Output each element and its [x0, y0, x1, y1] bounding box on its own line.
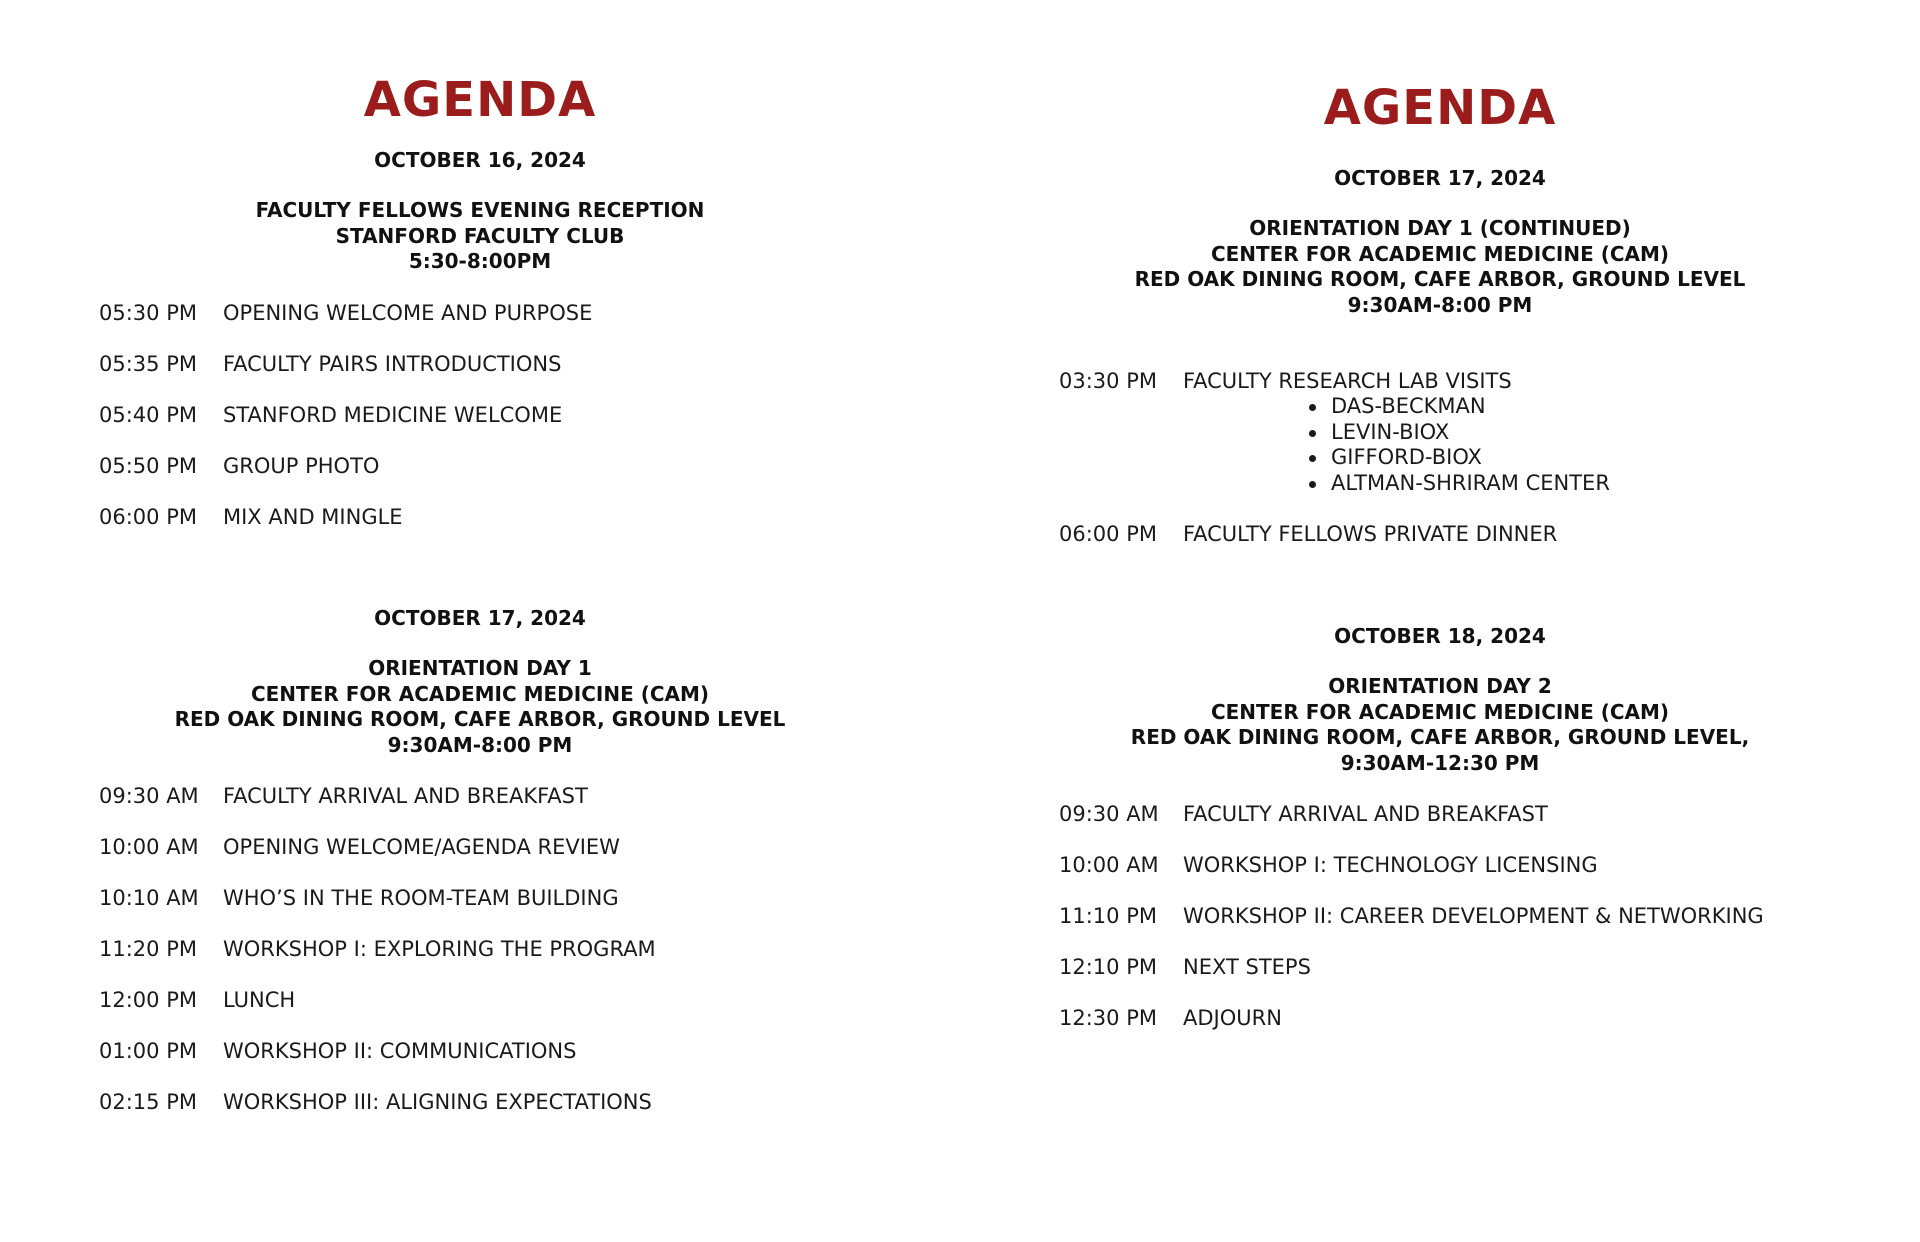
event-venue: STANFORD FACULTY CLUB	[335, 223, 625, 248]
agenda-section-oct-17-continued	[960, 165, 1920, 572]
agenda-item-time: 01:00 PM	[99, 1039, 197, 1063]
agenda-item-body	[1183, 368, 1610, 496]
agenda-item-text: STANFORD MEDICINE WELCOME	[223, 402, 563, 427]
agenda-item	[0, 351, 960, 402]
section-date: OCTOBER 16, 2024	[374, 148, 586, 172]
section-date: OCTOBER 17, 2024	[1334, 166, 1546, 190]
agenda-item-text: OPENING WELCOME AND PURPOSE	[223, 300, 593, 325]
agenda-item-time: 10:10 AM	[99, 886, 199, 910]
event-venue: CENTER FOR ACADEMIC MEDICINE (CAM)	[250, 681, 710, 706]
agenda-item-time: 09:30 AM	[99, 784, 199, 808]
event-room: RED OAK DINING ROOM, CAFE ARBOR, GROUND LEVEL	[174, 707, 786, 731]
agenda-item	[0, 300, 960, 351]
agenda-item-text: WORKSHOP I: TECHNOLOGY LICENSING	[1183, 853, 1598, 877]
agenda-item-text: LUNCH	[223, 988, 296, 1012]
agenda-item-text: WHO’S IN THE ROOM-TEAM BUILDING	[223, 886, 619, 910]
event-venue: CENTER FOR ACADEMIC MEDICINE (CAM)	[1210, 241, 1670, 266]
lab-visit-item: DAS-BECKMAN	[1303, 394, 1610, 420]
agenda-item	[0, 1089, 960, 1140]
agenda-item-list	[0, 783, 960, 1140]
agenda-item	[960, 954, 1920, 1005]
agenda-item-time: 12:10 PM	[1059, 955, 1157, 979]
agenda-item-text: OPENING WELCOME/AGENDA REVIEW	[223, 835, 620, 859]
agenda-item-time: 11:20 PM	[99, 937, 197, 961]
lab-visit-item: ALTMAN-SHRIRAM CENTER	[1303, 471, 1610, 497]
agenda-item-text: NEXT STEPS	[1183, 955, 1311, 979]
agenda-item-time: 06:00 PM	[1059, 522, 1157, 546]
agenda-item-list	[960, 801, 1920, 1056]
right-agenda-page	[960, 0, 1920, 1242]
agenda-item	[0, 936, 960, 987]
agenda-item-time: 05:40 PM	[99, 402, 197, 427]
agenda-item-text: FACULTY RESEARCH LAB VISITS	[1183, 369, 1512, 393]
lab-visit-item: GIFFORD-BIOX	[1303, 445, 1610, 471]
agenda-item	[960, 368, 1920, 496]
event-hours: 5:30-8:00PM	[408, 249, 552, 273]
agenda-item	[0, 987, 960, 1038]
agenda-item-text: ADJOURN	[1183, 1006, 1282, 1030]
event-hours: 9:30AM-12:30 PM	[1340, 750, 1540, 775]
agenda-item-time: 05:30 PM	[99, 300, 197, 325]
agenda-item	[0, 453, 960, 504]
agenda-item-time: 03:30 PM	[1059, 369, 1157, 393]
event-room: RED OAK DINING ROOM, CAFE ARBOR, GROUND LEVEL,	[1130, 725, 1750, 749]
event-title: ORIENTATION DAY 1	[368, 656, 592, 680]
agenda-title: AGENDA	[1323, 80, 1557, 136]
agenda-item	[960, 903, 1920, 954]
event-title: ORIENTATION DAY 1 (CONTINUED)	[1249, 216, 1631, 240]
event-room: RED OAK DINING ROOM, CAFE ARBOR, GROUND LEVEL	[1134, 267, 1746, 291]
agenda-item-list	[960, 368, 1920, 572]
event-hours: 9:30AM-8:00 PM	[387, 732, 573, 757]
agenda-item-text: WORKSHOP I: EXPLORING THE PROGRAM	[223, 937, 656, 961]
agenda-item	[0, 783, 960, 834]
agenda-item-text: WORKSHOP II: COMMUNICATIONS	[223, 1039, 577, 1063]
agenda-item-time: 02:15 PM	[99, 1090, 197, 1114]
agenda-item-time: 06:00 PM	[99, 504, 197, 529]
event-title: FACULTY FELLOWS EVENING RECEPTION	[255, 198, 705, 222]
agenda-item-text: GROUP PHOTO	[223, 453, 380, 478]
agenda-section-oct-16	[0, 147, 960, 555]
agenda-item	[960, 521, 1920, 572]
agenda-item-text: FACULTY PAIRS INTRODUCTIONS	[223, 351, 562, 376]
agenda-item-time: 12:30 PM	[1059, 1006, 1157, 1030]
agenda-item	[0, 834, 960, 885]
agenda-item	[0, 885, 960, 936]
agenda-item-text: FACULTY FELLOWS PRIVATE DINNER	[1183, 522, 1558, 546]
agenda-item	[960, 852, 1920, 903]
lab-visit-item: LEVIN-BIOX	[1303, 420, 1610, 446]
event-venue: CENTER FOR ACADEMIC MEDICINE (CAM)	[1210, 699, 1670, 724]
agenda-item	[0, 1038, 960, 1089]
agenda-item	[960, 1005, 1920, 1056]
agenda-section-oct-17	[0, 605, 960, 1140]
agenda-item-time: 11:10 PM	[1059, 904, 1157, 928]
agenda-item-text: WORKSHOP III: ALIGNING EXPECTATIONS	[223, 1090, 652, 1114]
agenda-section-oct-18	[960, 623, 1920, 1056]
agenda-item-time: 05:50 PM	[99, 453, 197, 478]
event-title: ORIENTATION DAY 2	[1328, 674, 1552, 698]
agenda-item-time: 12:00 PM	[99, 988, 197, 1012]
agenda-item	[960, 801, 1920, 852]
section-date: OCTOBER 18, 2024	[1334, 624, 1546, 648]
agenda-item-time: 05:35 PM	[99, 351, 197, 376]
agenda-item-time: 10:00 AM	[1059, 853, 1159, 877]
section-date: OCTOBER 17, 2024	[374, 606, 586, 630]
agenda-item-time: 10:00 AM	[99, 835, 199, 859]
agenda-item-list	[0, 300, 960, 555]
agenda-item-time: 09:30 AM	[1059, 802, 1159, 826]
agenda-item-text: FACULTY ARRIVAL AND BREAKFAST	[223, 784, 588, 808]
agenda-item-text: WORKSHOP II: CAREER DEVELOPMENT & NETWORKING	[1183, 904, 1764, 928]
event-hours: 9:30AM-8:00 PM	[1347, 292, 1533, 317]
agenda-item	[0, 402, 960, 453]
agenda-title: AGENDA	[363, 72, 597, 128]
agenda-item-text: MIX AND MINGLE	[223, 504, 403, 529]
lab-visit-list	[1183, 394, 1610, 496]
agenda-item-text: FACULTY ARRIVAL AND BREAKFAST	[1183, 802, 1548, 826]
agenda-item	[0, 504, 960, 555]
